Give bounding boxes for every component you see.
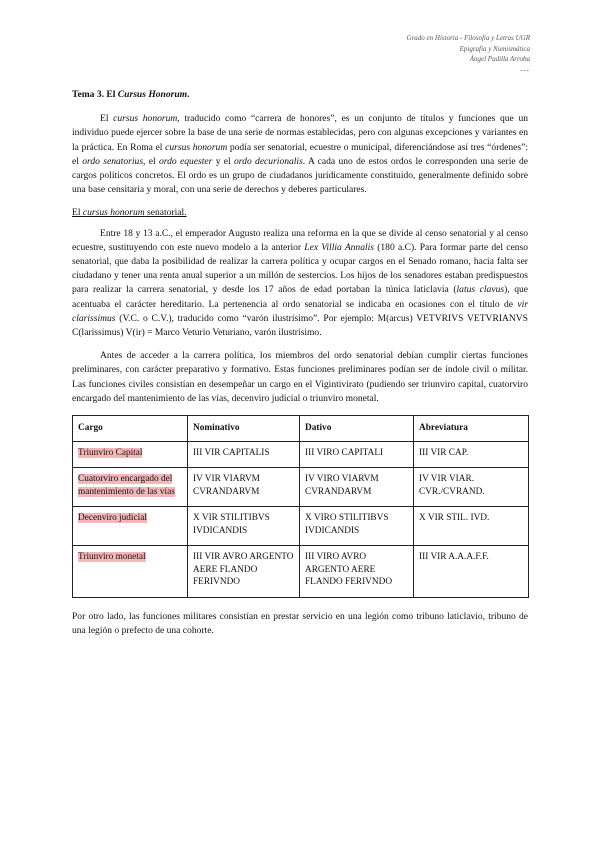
dativo-cell: IV VIRO VIARVM CVRANDARVM [300, 468, 414, 507]
abreviatura-cell: IV VIR VIAR. CVR./CVRAND. [414, 468, 529, 507]
cargo-cell: Triunviro monetal [73, 546, 188, 598]
table-row [73, 546, 529, 598]
abreviatura-cell: X VIR STIL. IVD. [414, 507, 529, 546]
table-row [73, 441, 529, 468]
vigintivirate-table [72, 415, 529, 598]
dativo-cell: III VIRO CAPITALI [300, 441, 414, 468]
military-functions-paragraph: Por otro lado, las funciones militares consistían en prestar servicio en una legión como tribuno laticlavio, tribuno de una legión o prefecto de una cohorte. [72, 610, 528, 636]
abreviatura-cell: III VIR A.A.A.F.F. [414, 546, 529, 598]
header-nominativo: Nominativo [188, 416, 300, 442]
header-cargo: Cargo [73, 416, 188, 442]
dativo-cell: III VIRO AVRO ARGENTO AERE FLANDO FERIVNDO [300, 546, 414, 598]
cargo-cell: Cuatorviro encargado del mantenimiento de las vías [73, 468, 188, 507]
header-subject: Epigrafía y Numismática [459, 44, 530, 53]
header-dativo: Dativo [300, 416, 414, 442]
cargo-cell: Decenviro judicial [73, 507, 188, 546]
preliminary-functions-paragraph: Antes de acceder a la carrera política, los miembros del ordo senatorial debían cumplir ciertas funciones preliminares, con carácter preparativo y formativo. Estas funciones preliminares podían ser de índole civil o militar. Las funciones civiles consistían en desempeñar un cargo en el Vigintivirato (pudiendo ser triunviro capital, cuatorviro encargado del mantenimiento de las vías, decenviro judicial o triunviro monetal. [72, 350, 528, 404]
table-header-row [73, 416, 529, 442]
document-body [72, 88, 528, 647]
section-heading: El cursus honorum senatorial. [72, 207, 187, 219]
header-separator: --- [520, 65, 530, 74]
nominativo-cell: III VIR AVRO ARGENTO AERE FLANDO FERIVNDO [188, 546, 300, 598]
nominativo-cell: X VIR STILITIBVS IVDICANDIS [188, 507, 300, 546]
intro-paragraph: El cursus honorum, traducido como “carrera de honores”, es un conjunto de títulos y funciones que un individuo puede ejercer sobre la base de una serie de normas establecidas, pero con algunas excepciones y variantes en la práctica. En Roma el cursus honorum podía ser senatorial, ecuestre o municipal, diferenciándose así tres “órdenes”: el ordo senatorius, el ordo equester y el ordo decurionalis. A cada uno de estos ordos le corresponden una serie de cargos políticos concretos. El ordo es un grupo de ciudadanos jurídicamente constituido, generalmente definido sobre una base censitaria y moral, con una serie de derechos y deberes particulares. [72, 113, 528, 196]
header-abreviatura: Abreviatura [414, 416, 529, 442]
abreviatura-cell: III VIR CAP. [414, 441, 529, 468]
table-row [73, 507, 529, 546]
page-title: Tema 3. El Cursus Honorum. [72, 89, 190, 100]
cargo-cell: Triunviro Capital [73, 441, 188, 468]
header-course: Grado en Historia - Filosofía y Letras UGR [406, 34, 530, 42]
dativo-cell: X VIRO STILITIBVS IVDICANDIS [300, 507, 414, 546]
nominativo-cell: III VIR CAPITALIS [188, 441, 300, 468]
table-row [73, 468, 529, 507]
header-author: Ángel Padilla Arroba [469, 55, 530, 63]
page-header [407, 33, 530, 75]
augustus-paragraph: Entre 18 y 13 a.C., el emperador Augusto realiza una reforma en la que se divide al censo senatorial y al censo ecuestre, sustituyendo con este nuevo modelo a la anterior Lex Villia Annalis (180 a.C). Para formar parte del censo senatorial, que daba la posibilidad de realizar la carrera política y ocupar cargos en el Senado romano, hacía falta ser ciudadano y tener una renta anual superior a un millón de sestercios. Los hijos de los senadores estaban predispuestos para realizar la carrera senatorial, y desde los 17 años de edad portaban la túnica laticlavia (latus clavus), que acentuaba el carácter hereditario. La pertenencia al ordo senatorial se indicaba en ocasiones con el título de vir clarissimus (V.C. o C.V.), traducido como “varón ilustrísimo”. Por ejemplo: M(arcus) VETVRIVS VETVRIANVS C(larissimus) V(ir) = Marco Veturio Veturiano, varón ilustrísimo. [72, 227, 529, 339]
nominativo-cell: IV VIR VIARVM CVRANDARVM [188, 468, 300, 507]
